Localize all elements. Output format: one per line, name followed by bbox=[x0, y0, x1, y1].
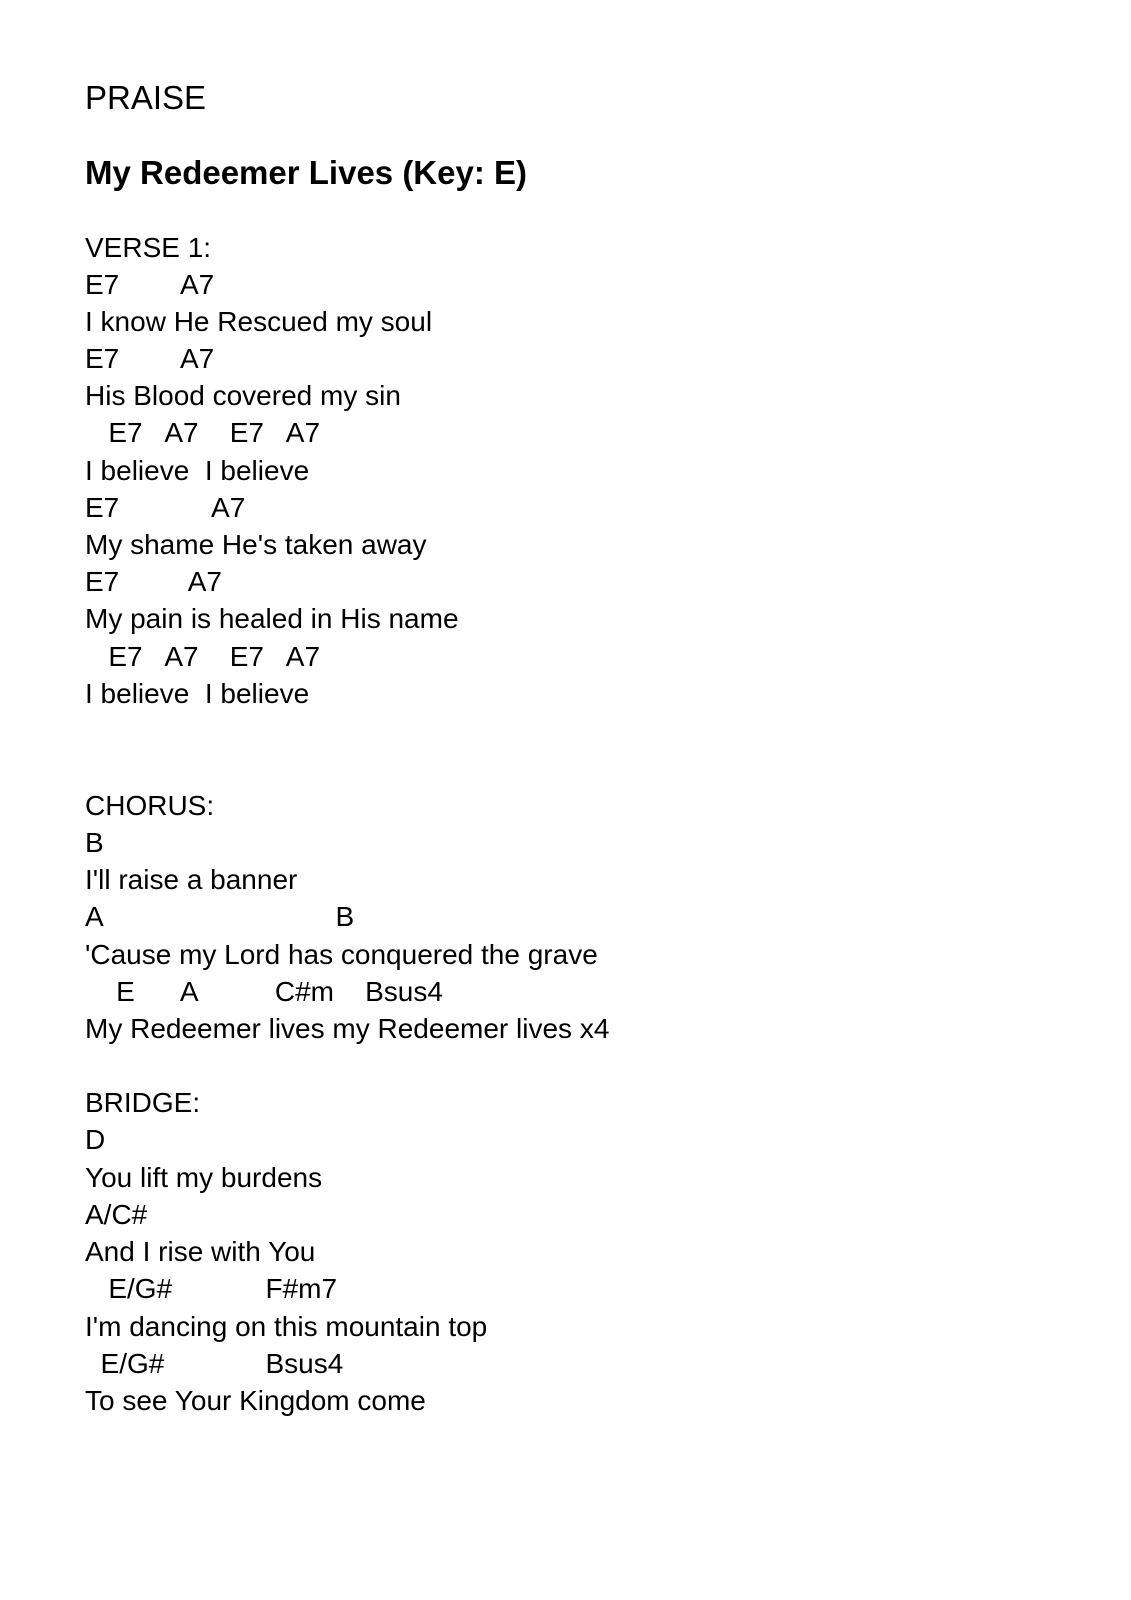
lyric-line: You lift my burdens bbox=[85, 1162, 323, 1193]
chord-line: E7 A7 bbox=[85, 343, 215, 374]
lyric-line: I know He Rescued my soul bbox=[85, 306, 433, 337]
chord-line: B bbox=[85, 827, 104, 858]
chord-line: E7 A7 bbox=[85, 566, 222, 597]
chord-line: E7 A7 bbox=[85, 492, 246, 523]
song-title: My Redeemer Lives (Key: E) bbox=[85, 154, 528, 191]
chord-line: E A C#m Bsus4 bbox=[85, 976, 443, 1007]
lyric-line: 'Cause my Lord has conquered the grave bbox=[85, 939, 598, 970]
chord-line: E7 A7 E7 A7 bbox=[85, 641, 321, 672]
verse-1-label: VERSE 1: bbox=[85, 232, 212, 263]
lyric-line: And I rise with You bbox=[85, 1236, 316, 1267]
lyric-line: My shame He's taken away bbox=[85, 529, 427, 560]
lyric-line: His Blood covered my sin bbox=[85, 380, 401, 411]
lyric-line: I believe I believe bbox=[85, 455, 310, 486]
chord-line: E/G# F#m7 bbox=[85, 1273, 338, 1304]
chord-line: A B bbox=[85, 901, 355, 932]
category-heading: PRAISE bbox=[85, 79, 207, 116]
lyric-line: My Redeemer lives my Redeemer lives x4 bbox=[85, 1013, 610, 1044]
lyric-line: To see Your Kingdom come bbox=[85, 1385, 426, 1416]
lyric-line: I'm dancing on this mountain top bbox=[85, 1311, 488, 1342]
chord-line: E/G# Bsus4 bbox=[85, 1348, 344, 1379]
lyric-line: I'll raise a banner bbox=[85, 864, 298, 895]
chord-line: D bbox=[85, 1124, 106, 1155]
chord-line: E7 A7 E7 A7 bbox=[85, 417, 321, 448]
chorus-label: CHORUS: bbox=[85, 790, 215, 821]
bridge-label: BRIDGE: bbox=[85, 1087, 201, 1118]
lyric-line: My pain is healed in His name bbox=[85, 603, 459, 634]
chord-line: A/C# bbox=[85, 1199, 148, 1230]
chord-line: E7 A7 bbox=[85, 269, 215, 300]
lyric-line: I believe I believe bbox=[85, 678, 310, 709]
